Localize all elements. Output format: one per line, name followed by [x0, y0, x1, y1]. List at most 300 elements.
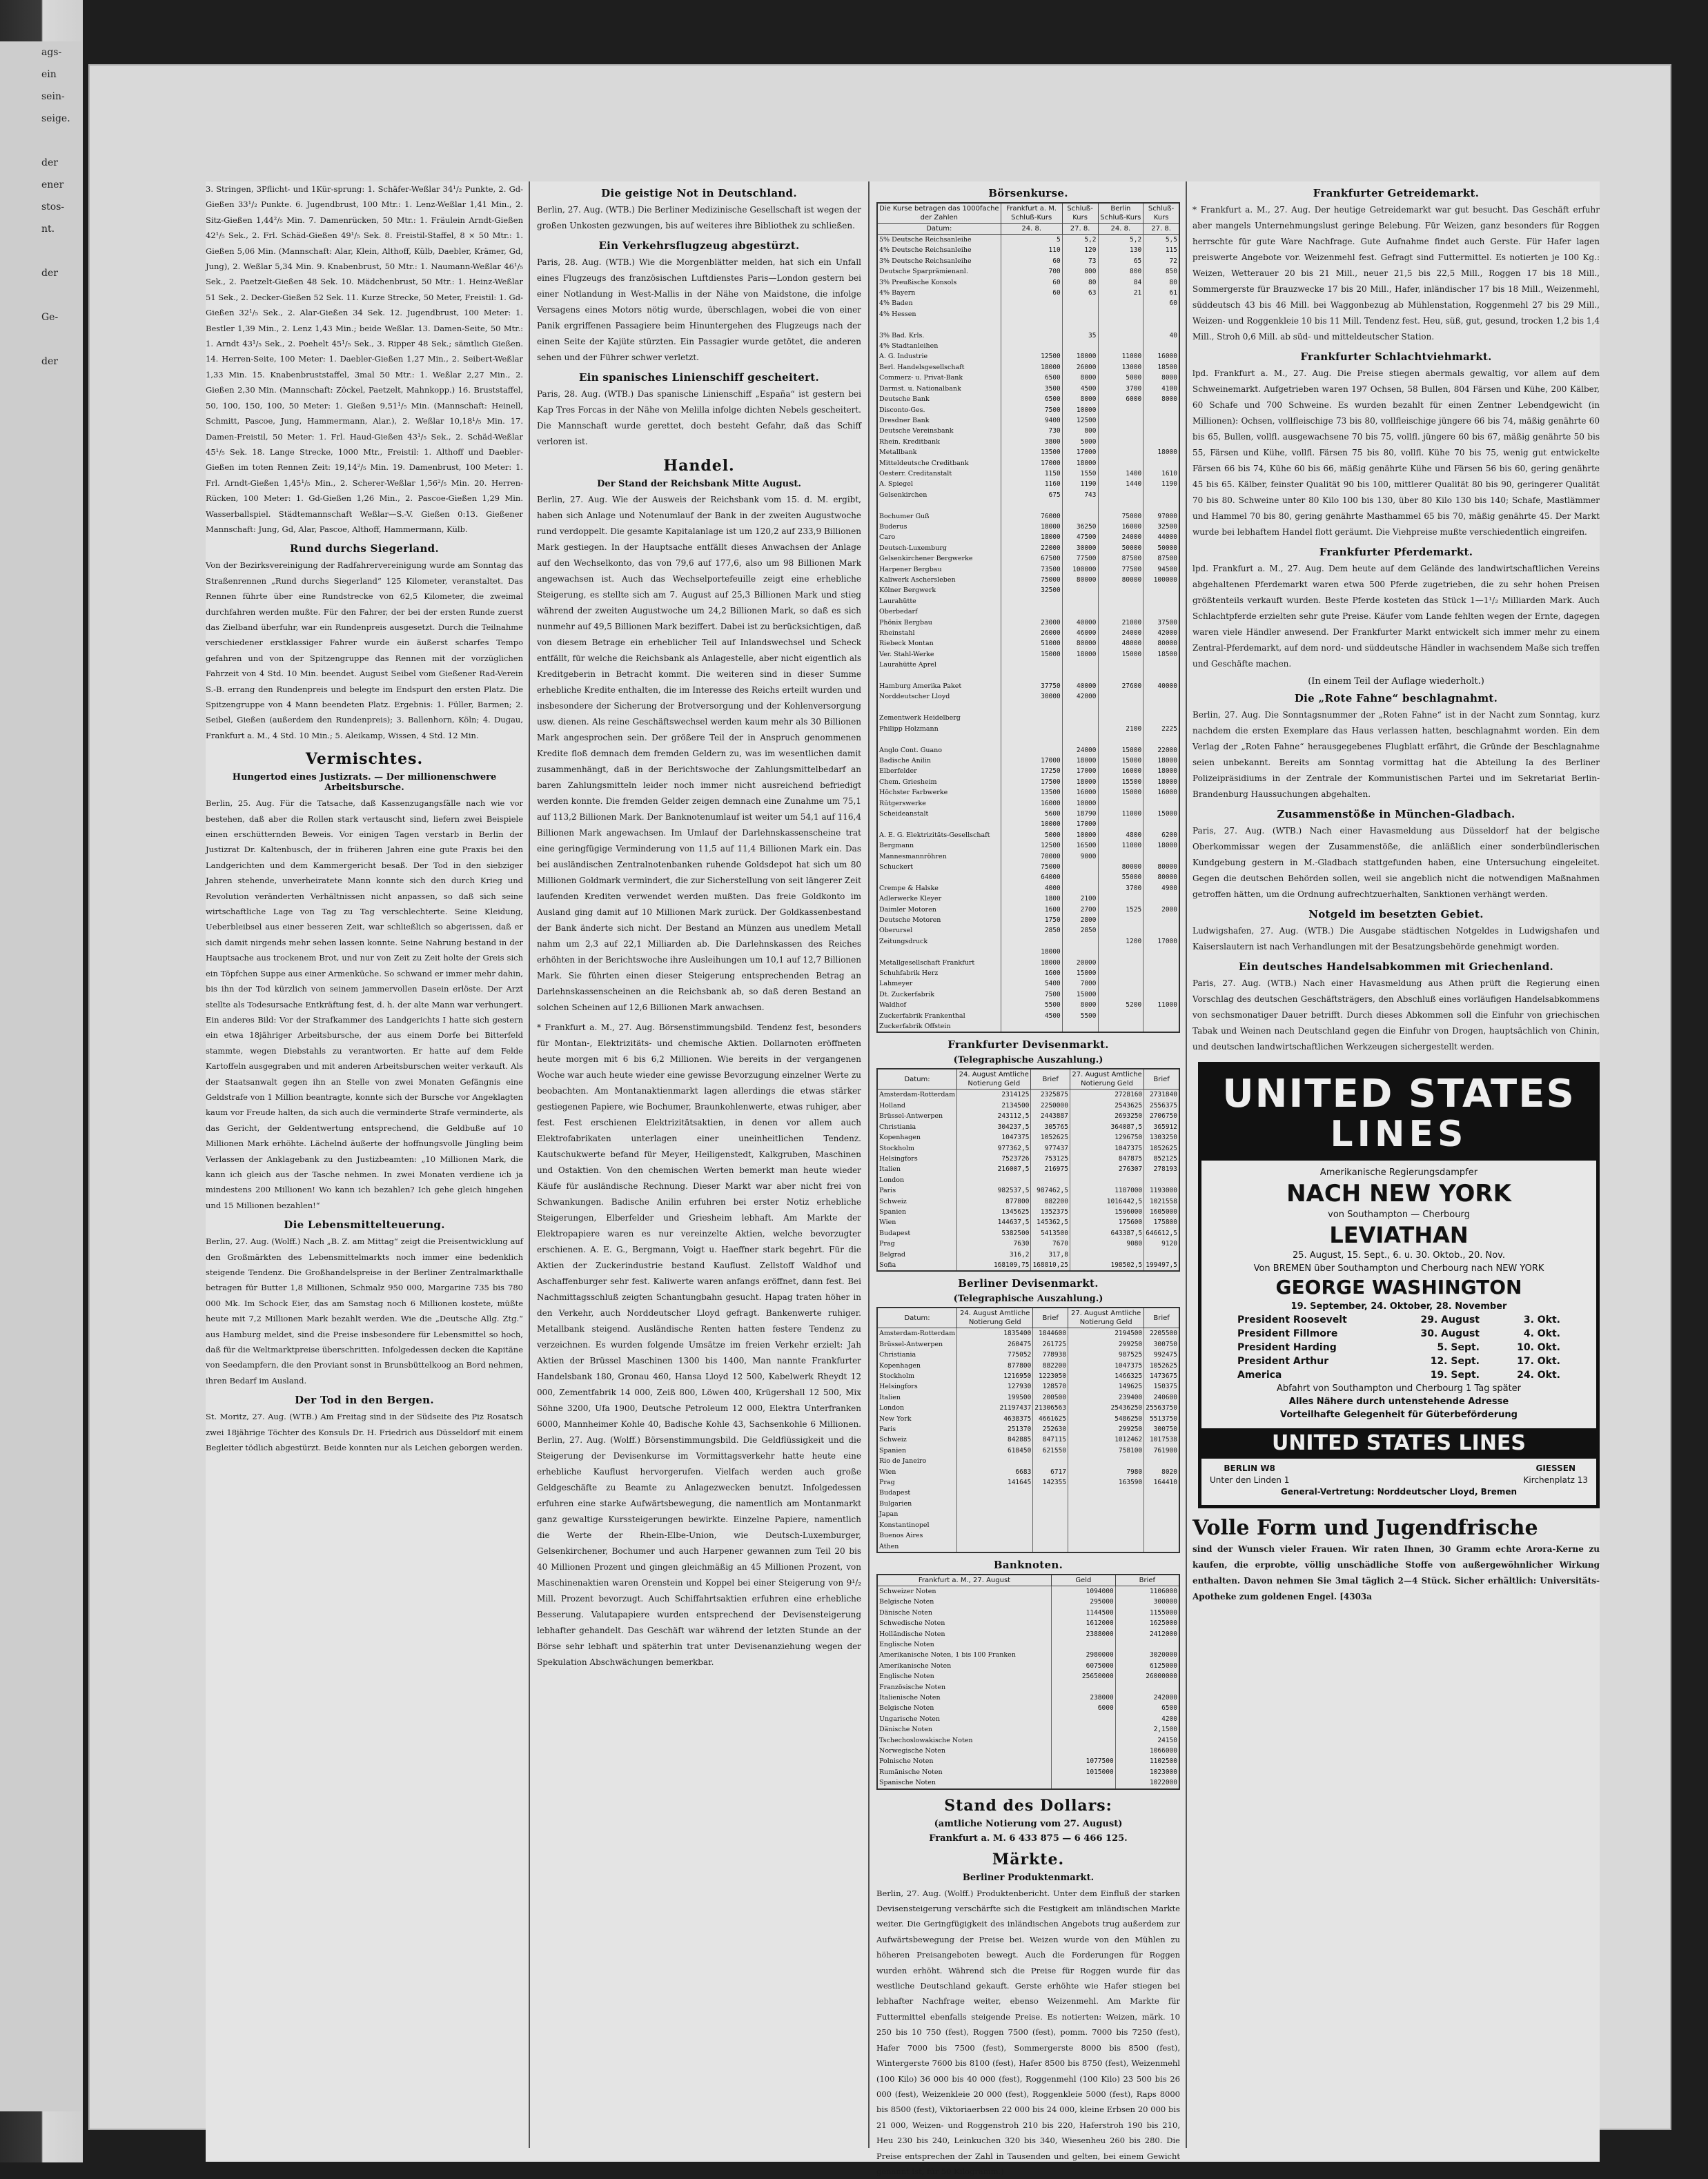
- table-cell: 1525: [1098, 905, 1143, 915]
- table-row-label: Zuckerfabrik Offstein: [879, 1023, 951, 1031]
- table-cell: [1001, 319, 1062, 330]
- table-cell: 3500: [1001, 384, 1062, 394]
- adjacent-page-strip: [0, 41, 81, 2111]
- table-cell: 17500: [1001, 777, 1062, 787]
- table-cell: 18000: [1001, 362, 1062, 373]
- ad-schedule-cell: 29. August: [1420, 1314, 1480, 1325]
- ad-title: UNITED STATES: [1222, 1072, 1576, 1116]
- table-row-label: Philipp Holzmann: [879, 724, 939, 733]
- table-row-label: Mitteldeutsche Creditbank: [879, 459, 969, 467]
- table-row: [878, 1714, 1179, 1724]
- table-row-label: Norddeutscher Lloyd: [879, 693, 950, 701]
- table-row-label: Prag: [879, 1240, 895, 1248]
- table-header-cell: 24. August Amtliche Notierung Geld: [957, 1069, 1031, 1090]
- table-cell: 850: [1143, 266, 1179, 277]
- ad-schedule-row: [1210, 1313, 1588, 1327]
- heading-boersenkurse: Börsenkurse.: [988, 187, 1068, 199]
- table-cell: 11000: [1143, 1000, 1179, 1010]
- table-cell: 11000: [1098, 351, 1143, 362]
- article-reichsbank: Berlin, 27. Aug. Wie der Ausweis der Reichsbank vom 15. d. M. ergibt, haben sich Anlage und Notenumlauf der Bank in der zweiten Augustwoche rund verdoppelt. Die gesamte Kapitalanlage ist um 120,2 auf 233,9 Billionen Mark gestiegen. In der Hauptsache entfällt dieses Anwachsen der Anlage auf den Wechselkonto, das von 79,6 auf 177,6, also um 98 Billionen Mark angewachsen ist. Auch das Wechselportefeuille zeigt eine erhebliche Steigerung, es stellte sich am 7. August auf 25,3 Billionen Mark und stieg während der zweiten Augustwoche um 24,2 Billionen Mark, so daß es sich nunmehr auf 49,5 Billionen Mark beziffert. Dabei ist zu berücksichtigen, daß von diesem Betrage ein erheblicher Teil auf Inlandswechsel und Scheck entfällt, für welche die Reichsbank als Anlagestelle, aber nicht eigentlich als Kreditgeberin in Betracht kommt. Die weiteren sind in dieser Summe erhebliche Kredite enthalten, die im Interesse des Reichs erteilt wurden und insbesondere der Sicherung der Brotversorgung und der Kohlenversorgung usw. dienen. Als reine Geschäftswechsel werden kaum mehr als 30 Billionen Mark angesprochen sein. Der größere Teil der in Anspruch genommenen Kredite floß demnach dem fremden Geldern zu, was im wesentlichen damit zusammenhängt, daß in der Berichtswoche der Zahlungsmittelbedarf an baren Zahlungsmitteln leider noch immer nicht ausreichend befriedigt werden konnte. Die fremden Gelder zeigen demnach eine Zunahme um 75,1 auf 113,2 Billionen Mark. Der Banknotenumlauf ist weiter um 54,1 auf 116,4 Billionen Mark angewachsen. Im Umlauf der Darlehnskassenscheine trat eine geringfügige Verminderung von 11,5 auf 11,4 Billionen Mark ein. Das bei ausländischen Zentralnotenbanken ruhende Goldsdepot hat sich um 80 Millionen Goldmark vermindert, die zur Sicherstellung von seit längerer Zeit laufenden Krediten verwendet werden mußten. Das freie Goldkonto im Ausland ging damit auf 10 Millionen Mark zurück. Der Goldkassenbestand der Bank änderte sich nicht. Der Bestand an Münzen aus unedlem Metall nahm um 2,3 auf 22,1 Milliarden ab. Die Darlehnskassen des Reiches erhöhten in der Berichtswoche ihre Ausleihungen um 10,1 auf 12,7 Billionen Mark. Sie führten einen dieser Steigerung entsprechenden Betrag an Darlehnskassenscheinen an die Reichsbank ab, so daß deren Bestand an solchen Scheinen auf 12,6 Billionen Mark anwachsen.: [537, 495, 861, 1012]
- table-cell: 16000: [1143, 787, 1179, 798]
- table-cell: [1143, 490, 1179, 500]
- table-row-label: Kaliwerk Aschersleben: [879, 576, 956, 584]
- table-row: [878, 351, 1179, 362]
- table-cell: [1098, 341, 1143, 351]
- table-cell: [1068, 1488, 1144, 1498]
- table-row-label: Amsterdam-Rotterdam: [879, 1330, 956, 1338]
- table-cell: 364087,5: [1070, 1122, 1143, 1132]
- table-row-label: Rhein. Kreditbank: [879, 437, 940, 446]
- ad-ship-leviathan: LEVIATHAN: [1329, 1222, 1469, 1248]
- table-cell: [1001, 671, 1062, 681]
- table-cell: [1144, 1175, 1179, 1185]
- heading-stand-dollars: Stand des Dollars:: [944, 1796, 1112, 1815]
- table-cell: 15000: [1062, 968, 1098, 978]
- table-row-label: Brüssel-Antwerpen: [879, 1112, 943, 1121]
- table-cell: [1143, 925, 1179, 936]
- table-cell: 300750: [1144, 1424, 1179, 1434]
- table-row-label: 3% Bad. Krls.: [879, 331, 925, 339]
- table-row: [878, 915, 1179, 925]
- table-row: [878, 1541, 1179, 1552]
- table-row-label: Caro: [879, 533, 896, 542]
- table-cell: [1001, 936, 1062, 947]
- table-cell: 24000: [1098, 532, 1143, 542]
- table-cell: 16000: [1098, 766, 1143, 776]
- table-row: [878, 607, 1179, 617]
- table-row: [878, 1154, 1179, 1164]
- table-row: [878, 947, 1179, 957]
- table-cell: 1021558: [1144, 1196, 1179, 1207]
- table-cell: [1143, 458, 1179, 469]
- table-cell: 8000: [1062, 373, 1098, 383]
- table-cell: [1068, 1520, 1144, 1530]
- table-row: [878, 968, 1179, 978]
- strip-fragment: [0, 461, 81, 483]
- table-cell: 15000: [1062, 989, 1098, 1000]
- table-cell: 37500: [1143, 618, 1179, 628]
- table-row: [878, 309, 1179, 319]
- ad-schedule-cell: 17. Okt.: [1517, 1356, 1560, 1367]
- table-cell: 17000: [1001, 756, 1062, 766]
- strip-fragment: [0, 373, 81, 395]
- table-row: [878, 1175, 1179, 1185]
- table-cell: [1001, 341, 1062, 351]
- strip-fragment: [0, 483, 81, 505]
- table-row: [878, 851, 1179, 862]
- table-cell: 70000: [1001, 851, 1062, 862]
- table-row: [878, 1090, 1179, 1101]
- table-row: [878, 787, 1179, 798]
- table-row-label: Rio de Janeiro: [879, 1457, 927, 1466]
- table-cell: 618450: [957, 1446, 1033, 1456]
- table-row: [878, 447, 1179, 457]
- ad-line: Von BREMEN über Southampton und Cherbourg nach NEW YORK: [1253, 1263, 1544, 1274]
- table-cell: 977362,5: [957, 1143, 1031, 1154]
- table-cell: 40000: [1062, 618, 1098, 628]
- table-cell: 646612,5: [1144, 1228, 1179, 1239]
- table-cell: 127930: [957, 1381, 1033, 1392]
- table-row: [878, 266, 1179, 277]
- table-cell: 847875: [1070, 1154, 1143, 1164]
- table-cell: [1001, 607, 1062, 617]
- ad-line: von Southampton — Cherbourg: [1328, 1210, 1470, 1220]
- ad-schedule: [1210, 1313, 1588, 1382]
- table-cell: 64000: [1001, 872, 1062, 883]
- ad-addresses: [1210, 1463, 1588, 1486]
- table-cell: [1098, 437, 1143, 447]
- table-cell: 1625000: [1115, 1618, 1179, 1628]
- table-row: [878, 1446, 1179, 1456]
- table-cell: 80000: [1098, 575, 1143, 585]
- table-header-cell: Datum:: [878, 224, 1001, 235]
- table-cell: 23000: [1001, 618, 1062, 628]
- table-cell: [1062, 500, 1098, 511]
- strip-fragment: [0, 284, 81, 306]
- table-cell: [1062, 309, 1098, 319]
- table-cell: 17000: [1062, 766, 1098, 776]
- table-row: [878, 362, 1179, 373]
- table-header-cell: Geld: [1051, 1575, 1115, 1586]
- article-lebensmittel: Berlin, 27. Aug. (Wolff.) Nach „B. Z. am Mittag“ zeigt die Preisentwicklung auf den Großmärkten des Lebensmittelmarkts noch immer eine bedenklich steigende Tendenz. Die Großhandelspreise in der Berliner Zentralmarkthalle betragen für Butter 1,8 Millionen, Schmalz 950 000, Margarine 735 bis 780 000 Mk. Im Schock Eier, das am Samstag noch 6 Millionen kostete, müßte heute mit 7,2 Millionen Mark bezahlt werden. Wie die „Deutsche Allg. Ztg.“ aus Hamburg meldet, sind die Preise insbesondere für Lebensmittel so hoch, daß für die Weltmarktpreise überschritten. Infolgedessen decken die Kapitäne von Seedampfern, die den Proviant sonst in Brunsbüttelkoog an Bord nehmen, ihren Bedarf im Ausland.: [206, 1236, 523, 1386]
- table-row: [878, 1629, 1179, 1639]
- table-row-label: 4% Bayern: [879, 289, 916, 297]
- table-cell: [1143, 607, 1179, 617]
- table-cell: 16000: [1143, 351, 1179, 362]
- table-row-label: Englische Noten: [879, 1673, 934, 1681]
- table-row-label: Hamburg Amerika Paket: [879, 682, 962, 691]
- table-cell: 276307: [1070, 1164, 1143, 1174]
- table-cell: [1068, 1499, 1144, 1509]
- table-cell: 842885: [957, 1434, 1033, 1445]
- table-row-label: Lahmeyer: [879, 980, 913, 988]
- table-cell: 16000: [1062, 787, 1098, 798]
- table-cell: 1144500: [1051, 1608, 1115, 1618]
- table-row: [878, 925, 1179, 936]
- table-cell: [1033, 1456, 1068, 1466]
- table-header-cell: 24. 8.: [1098, 224, 1143, 235]
- table-row-label: Deutsche Bank: [879, 395, 930, 404]
- table-header-cell: Brief: [1031, 1069, 1070, 1090]
- table-cell: 261725: [1033, 1339, 1068, 1350]
- table-row-label: Dt. Zuckerfabrik: [879, 990, 935, 998]
- table-cell: 2700: [1062, 905, 1098, 915]
- table-cell: 252630: [1033, 1424, 1068, 1434]
- table-frankfurter-devisen: [876, 1068, 1180, 1272]
- table-cell: 2731840: [1144, 1090, 1179, 1101]
- table-cell: 9000: [1062, 851, 1098, 862]
- table-cell: 16500: [1062, 840, 1098, 851]
- table-row-label: Phönix Bergbau: [879, 618, 932, 627]
- table-cell: [1143, 660, 1179, 670]
- table-row-label: Laurahütte Aprel: [879, 661, 936, 669]
- ad-schedule-cell: 10. Okt.: [1517, 1342, 1560, 1353]
- article-rote-fahne: Berlin, 27. Aug. Die Sonntagsnummer der „Roten Fahne“ ist in der Nacht zum Sonntag, kurz nachdem die ersten Exemplare das Haus verlassen hatten, beschlagnahmt worden. Ein dem Verlag der „Roten Fahne“ herausgegebenes Flugblatt erfährt, die Gründe der Beschlagnahme seien unbekannt. Bereits am Sonntag vormittag hat die Abteilung Ia des Berliner Polizeipräsidiums in der Zentrale der Kommunistischen Partei und im Sekretariat Berlin-Brandenburg Haussuchungen abgehalten.: [1192, 710, 1600, 799]
- table-cell: 18000: [1143, 447, 1179, 457]
- table-cell: [1068, 1509, 1144, 1519]
- table-cell: 16000: [1001, 798, 1062, 809]
- table-row: [878, 1021, 1179, 1032]
- table-cell: 1155000: [1115, 1608, 1179, 1618]
- table-cell: 2412000: [1115, 1629, 1179, 1639]
- table-row: [878, 1724, 1179, 1735]
- table-cell: 12500: [1001, 840, 1062, 851]
- table-cell: 21000: [1098, 618, 1143, 628]
- table-cell: 18500: [1143, 649, 1179, 660]
- table-cell: [1143, 585, 1179, 595]
- table-row-label: Metallgesellschaft Frankfurt: [879, 958, 975, 967]
- table-cell: [1098, 309, 1143, 319]
- table-row: [878, 1509, 1179, 1519]
- table-row-label: Helsingfors: [879, 1383, 918, 1391]
- table-cell: [1098, 426, 1143, 436]
- strip-fragment: [0, 571, 81, 593]
- table-cell: 1473675: [1144, 1371, 1179, 1381]
- table-cell: [1051, 1724, 1115, 1735]
- table-cell: 22000: [1143, 745, 1179, 756]
- table-cell: 26000000: [1115, 1671, 1179, 1682]
- table-row-label: Adlerwerke Kleyer: [879, 895, 942, 903]
- table-cell: 35: [1062, 331, 1098, 341]
- table-cell: [1098, 958, 1143, 968]
- table-cell: 1352375: [1031, 1207, 1070, 1217]
- table-cell: 1466325: [1068, 1371, 1144, 1381]
- table-cell: 8000: [1062, 394, 1098, 404]
- table-cell: [1143, 596, 1179, 607]
- table-cell: 76000: [1001, 511, 1062, 522]
- table-cell: 18000: [1001, 947, 1062, 957]
- table-row: [878, 1671, 1179, 1682]
- table-cell: 753125: [1031, 1154, 1070, 1164]
- table-cell: [957, 1509, 1033, 1519]
- table-cell: 44000: [1143, 532, 1179, 542]
- table-cell: 216007,5: [957, 1164, 1031, 1174]
- strip-fragment: [0, 770, 81, 792]
- table-row-label: Daimler Motoren: [879, 905, 936, 914]
- table-row: [878, 1735, 1179, 1746]
- table-cell: 5,5: [1143, 235, 1179, 246]
- table-cell: 21306563: [1033, 1403, 1068, 1413]
- table-cell: 9400: [1001, 415, 1062, 426]
- table-cell: 100000: [1062, 564, 1098, 575]
- table-cell: 1605000: [1144, 1207, 1179, 1217]
- table-cell: 743: [1062, 490, 1098, 500]
- table-cell: [1033, 1509, 1068, 1519]
- table-cell: 5382500: [957, 1228, 1031, 1239]
- table-cell: [1143, 500, 1179, 511]
- table-cell: 6717: [1033, 1467, 1068, 1477]
- ad-schedule-row: [1210, 1341, 1588, 1354]
- strip-fragment: [0, 527, 81, 549]
- strip-fragment: [0, 660, 81, 682]
- ad-schedule-row: [1210, 1354, 1588, 1368]
- table-row-label: London: [879, 1176, 905, 1184]
- table-row-label: Waldhof: [879, 1001, 907, 1009]
- table-cell: 18000: [1062, 351, 1098, 362]
- table-row: [878, 1434, 1179, 1445]
- table-row-label: Englische Noten: [879, 1640, 934, 1648]
- table-row-label: 3% Preußische Konsols: [879, 278, 957, 286]
- table-cell: [1143, 734, 1179, 745]
- table-cell: 365912: [1144, 1122, 1179, 1132]
- table-cell: 18000: [1062, 756, 1098, 766]
- table-cell: 7500: [1001, 405, 1062, 415]
- table-row: [878, 564, 1179, 575]
- table-cell: 128570: [1033, 1381, 1068, 1392]
- table-row: [878, 958, 1179, 968]
- table-cell: 1612000: [1051, 1618, 1115, 1628]
- ad-line: Amerikanische Regierungsdampfer: [1319, 1167, 1478, 1178]
- table-cell: 800: [1062, 426, 1098, 436]
- table-row-label: Dänische Noten: [879, 1608, 932, 1617]
- table-cell: 7630: [957, 1239, 1031, 1249]
- table-row-label: Riebeck Montan: [879, 640, 934, 648]
- table-cell: [1143, 798, 1179, 809]
- table-row: [878, 585, 1179, 595]
- table-cell: 1303250: [1144, 1132, 1179, 1143]
- table-cell: [1098, 1011, 1143, 1021]
- table-row-label: Oberbedarf: [879, 608, 918, 616]
- table-cell: 775052: [957, 1350, 1033, 1360]
- table-cell: [1098, 660, 1143, 670]
- table-berliner-devisen: [876, 1307, 1180, 1553]
- table-cell: 18500: [1143, 362, 1179, 373]
- table-cell: 987462,5: [1031, 1185, 1070, 1196]
- table-cell: [1143, 437, 1179, 447]
- table-cell: 877800: [957, 1196, 1031, 1207]
- table-cell: 77500: [1062, 553, 1098, 564]
- table-cell: [1144, 1456, 1179, 1466]
- table-row-label: Harpener Bergbau: [879, 565, 942, 573]
- strip-fragment: [0, 439, 81, 461]
- table-cell: 1193000: [1144, 1185, 1179, 1196]
- column-rule: [529, 181, 530, 2148]
- table-cell: 621550: [1033, 1446, 1068, 1456]
- table-cell: 22000: [1001, 543, 1062, 553]
- column-1: [206, 181, 523, 2155]
- table-cell: [1143, 319, 1179, 330]
- table-row-label: Gelsenkirchen: [879, 491, 927, 499]
- table-cell: [1143, 915, 1179, 925]
- table-row: [878, 713, 1179, 723]
- table-row: [878, 1639, 1179, 1650]
- table-cell: [1068, 1456, 1144, 1466]
- table-cell: [1098, 458, 1143, 469]
- table-cell: [1051, 1639, 1115, 1650]
- table-cell: 168109,75: [957, 1260, 1031, 1270]
- table-cell: 6683: [957, 1467, 1033, 1477]
- table-cell: 21197437: [957, 1403, 1033, 1413]
- ad-schedule-row: [1210, 1327, 1588, 1341]
- table-row-label: Norwegische Noten: [879, 1747, 945, 1755]
- table-cell: 60: [1001, 256, 1062, 266]
- table-cell: 11000: [1098, 809, 1143, 819]
- table-cell: [1098, 691, 1143, 702]
- strip-fragment: [0, 836, 81, 858]
- table-cell: 1017538: [1144, 1434, 1179, 1445]
- table-row-label: Konstantinopel: [879, 1521, 930, 1529]
- table-cell: 1047375: [1068, 1361, 1144, 1371]
- table-cell: [1143, 309, 1179, 319]
- table-row: [878, 1424, 1179, 1434]
- table-row-label: Badische Anilin: [879, 756, 931, 765]
- table-cell: 199497,5: [1144, 1260, 1179, 1270]
- table-cell: [1098, 702, 1143, 713]
- table-row-label: Dänische Noten: [879, 1726, 932, 1734]
- heading-volle-form: Volle Form und Jugendfrische: [1192, 1516, 1538, 1540]
- table-cell: 40: [1143, 331, 1179, 341]
- heading-vermischtes: Vermischtes.: [305, 750, 424, 769]
- table-cell: 26000: [1062, 362, 1098, 373]
- table-row: [878, 298, 1179, 308]
- table-cell: 6075000: [1051, 1661, 1115, 1671]
- table-header-cell: Datum:: [878, 1069, 957, 1090]
- ad-line: 25. August, 15. Sept., 6. u. 30. Oktob., 20. Nov.: [1293, 1250, 1505, 1261]
- table-cell: [1062, 341, 1098, 351]
- table-row: [878, 1499, 1179, 1509]
- table-cell: [1001, 298, 1062, 308]
- table-cell: [1143, 691, 1179, 702]
- table-cell: 4200: [1115, 1714, 1179, 1724]
- table-cell: 260475: [957, 1339, 1033, 1350]
- table-cell: 15000: [1001, 649, 1062, 660]
- table-cell: 1047375: [1070, 1143, 1143, 1154]
- article-schlachtvieh: lpd. Frankfurt a. M., 27. Aug. Die Preise stiegen abermals gewaltig, vor allem auf dem Schweinemarkt. Aufgetrieben waren 197 Ochsen, 58 Bullen, 804 Färsen und Kühe, 200 Kälber, 60 Schafe und 700 Schweine. Es wurden bezahlt für einen Zentner Lebendgewicht (in Millionen): Ochsen, vollfleischige 73 bis 80, vollfleischige jüngere 66 bis 74, mäßig genährte 60 bis 65, Bullen, vollfl. ausgewachsene 70 bis 75, vollfl. jüngere 60 bis 67, mäßig genährte 50 bis 55, Färsen und Kühe, vollfl. Färsen 75 bis 80, vollfl. Kühe 70 bis 75, wenig gut entwickelte Färsen 66 bis 74, Kühe 60 bis 66, mäßig genährte Kühe und Färsen 56 bis 60, gering genährte 45 bis 65. Kälber, feinster Qualität 90 bis 100, mittlerer Qualität 80 bis 90, geringerer Qualität 70 bis 80. Schweine unter 80 Kilo 100 bis 130, über 80 Kilo 130 bis 140; Schafe, Mastlämmer und Hammel 70 bis 80, gering genährte Masthammel 65 bis 70, mäßig genährte 45. Der Markt wurde bei lebhaftem Handel flott geräumt. Die Viehpreise mußte verschiedentlich eingreifen.: [1192, 368, 1600, 537]
- table-cell: [1051, 1746, 1115, 1756]
- table-row-label: Buenos Aires: [879, 1532, 923, 1540]
- table-row-label: Rumänische Noten: [879, 1768, 943, 1776]
- ad-schedule-cell: 24. Okt.: [1517, 1370, 1560, 1381]
- table-cell: [1051, 1714, 1115, 1724]
- table-row: [878, 905, 1179, 915]
- table-cell: [1098, 319, 1143, 330]
- table-cell: [1098, 331, 1143, 341]
- table-cell: [957, 1175, 1031, 1185]
- table-row-label: Zementwerk Heidelberg: [879, 714, 961, 722]
- table-cell: 16000: [1098, 522, 1143, 532]
- table-cell: [1098, 415, 1143, 426]
- table-cell: [1144, 1530, 1179, 1541]
- table-cell: 1296750: [1070, 1132, 1143, 1143]
- table-cell: 240600: [1144, 1392, 1179, 1403]
- table-row-label: Wien: [879, 1468, 896, 1476]
- table-cell: 12500: [1001, 351, 1062, 362]
- table-row: [878, 1456, 1179, 1466]
- table-cell: 758100: [1068, 1446, 1144, 1456]
- table-cell: 8020: [1144, 1467, 1179, 1477]
- strip-fragment: [0, 130, 81, 152]
- table-cell: 15000: [1098, 756, 1143, 766]
- table-cell: 4500: [1001, 1011, 1062, 1021]
- ad-schedule-cell: 12. Sept.: [1430, 1356, 1480, 1367]
- table-row: [878, 384, 1179, 394]
- table-row: [878, 1693, 1179, 1703]
- table-cell: [1143, 671, 1179, 681]
- table-row-label: Chem. Griesheim: [879, 778, 937, 786]
- table-row-label: Paris: [879, 1187, 896, 1195]
- table-row: [878, 702, 1179, 713]
- table-row-label: Buderus: [879, 522, 907, 531]
- table-cell: 242000: [1115, 1693, 1179, 1703]
- table-row: [878, 724, 1179, 734]
- table-cell: [1062, 298, 1098, 308]
- table-row: [878, 1250, 1179, 1260]
- table-cell: 7000: [1062, 978, 1098, 989]
- strip-fragment: der: [41, 356, 58, 367]
- table-row-label: Italien: [879, 1165, 901, 1174]
- table-cell: 299250: [1068, 1424, 1144, 1434]
- table-header-cell: 27. 8.: [1143, 224, 1179, 235]
